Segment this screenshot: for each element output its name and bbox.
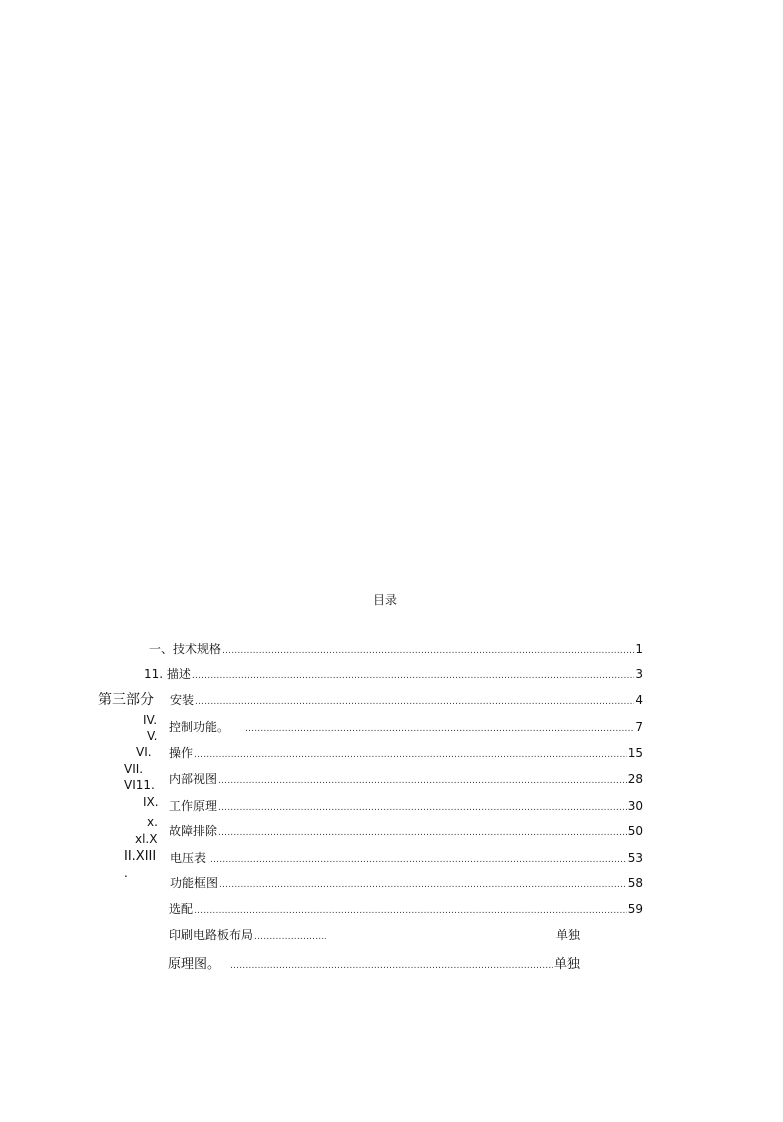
toc-entry-page: 3 [635,667,643,681]
dot-leader [210,855,627,865]
toc-entry-label: 电压表 [170,851,207,865]
dot-leader [218,776,627,786]
toc-entry[interactable] [169,900,643,920]
toc-entry[interactable] [169,926,589,946]
roman-marker: IX. [143,795,159,809]
toc-entry-page: 单独 [556,928,581,942]
roman-marker: x. [147,815,158,829]
toc-entry-page: 28 [627,772,643,786]
toc-entry-label: 一、技术规格 [149,642,222,656]
toc-entry-label: 原理图。 [168,957,221,972]
dot-leader [218,803,627,813]
toc-entry[interactable] [169,797,643,817]
toc-title: 目录 [372,593,397,607]
toc-entry-page: 58 [627,876,643,890]
dot-leader [194,906,627,916]
dot-leader [219,880,627,890]
toc-entry[interactable] [170,849,643,869]
toc-entry[interactable] [169,744,643,764]
toc-entry-label: 功能框图 [170,876,219,890]
roman-marker: VI11. [124,778,155,792]
toc-entry-label: 内部视图 [169,772,218,786]
dot-leader [254,932,326,942]
dot-leader [192,671,634,681]
toc-entry[interactable] [169,822,643,842]
toc-entry-page: 50 [627,824,643,838]
dot-leader [230,961,553,971]
dot-leader [194,750,627,760]
toc-entry-label: 工作原理 [169,799,218,813]
toc-entry-label: 印刷电路板布局 [169,928,254,942]
roman-marker: VII. [124,762,144,776]
dot-leader [222,646,634,656]
toc-entry-label: 操作 [169,746,194,760]
toc-entry[interactable] [144,665,643,685]
toc-entry[interactable] [169,770,643,790]
toc-entry-page: 4 [635,693,643,707]
section-label: 第三部分 [98,692,154,708]
toc-entry[interactable] [168,953,580,973]
toc-entry-page: 30 [627,799,643,813]
toc-entry-label: 选配 [169,902,194,916]
toc-entry-label: 11. 描述 [144,667,191,681]
toc-entry-label: 故障排除 [169,824,218,838]
toc-entry[interactable] [169,718,643,738]
roman-marker: xl.X [135,832,158,846]
toc-entry[interactable] [170,691,643,711]
toc-entry[interactable] [170,874,643,894]
toc-entry[interactable] [149,640,643,660]
toc-entry-label: 控制功能。 [169,720,230,734]
toc-entry-page: 单独 [553,957,580,972]
roman-marker: VI. [136,745,152,759]
toc-entry-page: 1 [635,642,643,656]
dot-leader [245,724,634,734]
toc-entry-page: 59 [627,902,643,916]
roman-marker: . [124,866,128,880]
toc-entry-page: 15 [627,746,643,760]
dot-leader [195,697,634,707]
toc-entry-page: 53 [627,851,643,865]
dot-leader [218,828,627,838]
roman-marker: IV. [143,713,158,727]
roman-marker: V. [147,729,158,743]
toc-entry-page: 7 [635,720,643,734]
roman-marker: II.XIII [124,849,157,864]
toc-entry-label: 安装 [170,693,195,707]
